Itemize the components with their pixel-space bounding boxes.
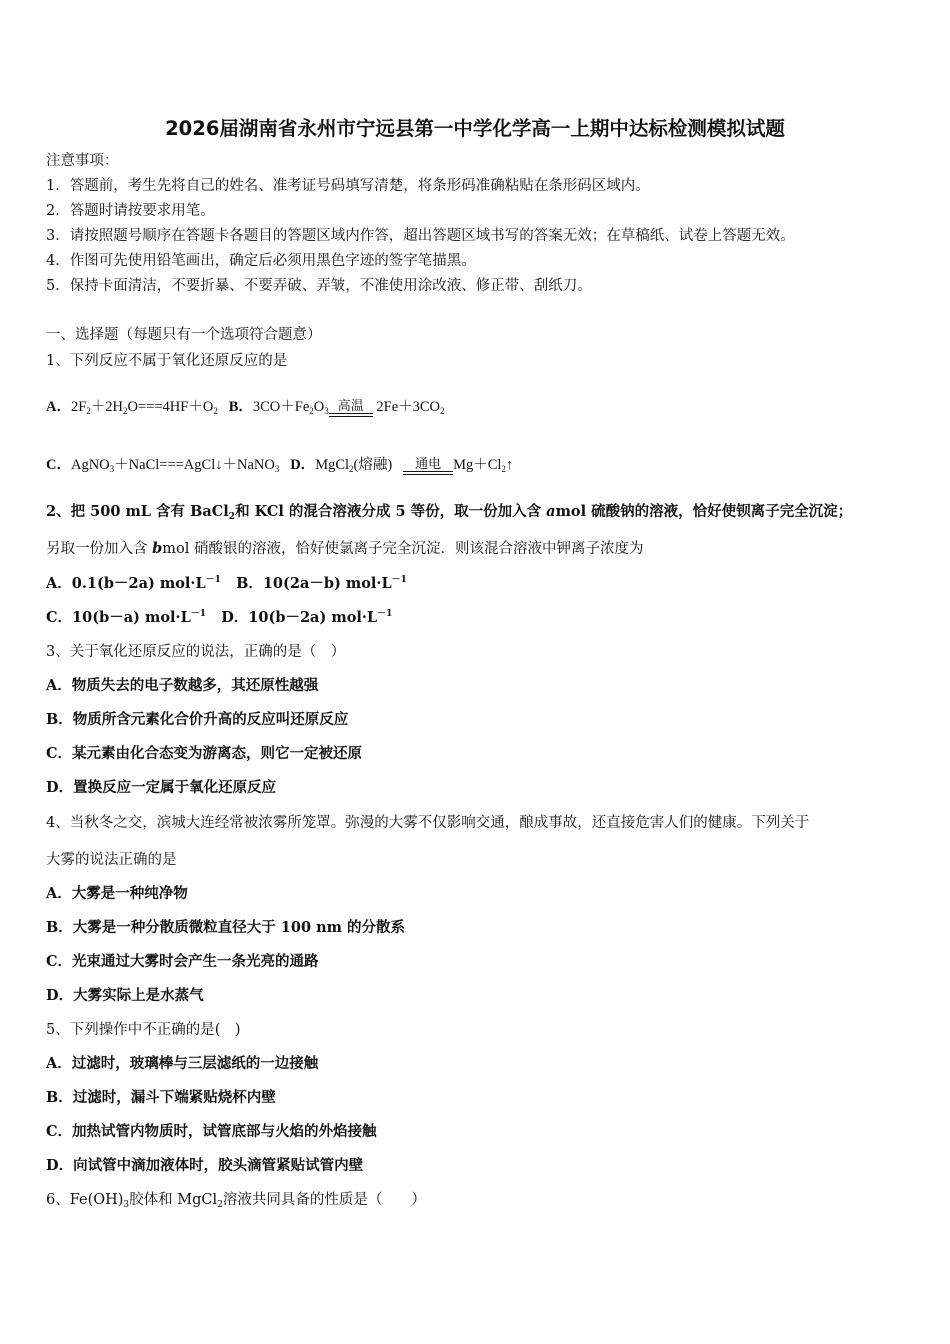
question-4-stem-line1: 4、当秋冬之交，滨城大连经常被浓雾所笼罩。弥漫的大雾不仅影响交通，酿成事故，还直接危害人们的健康。下列关于: [46, 815, 810, 831]
equation-part: ↑: [505, 457, 514, 473]
equation-part: O===4HF＋O: [127, 399, 214, 415]
condition-label: 通电: [415, 456, 442, 471]
text-part: 2、把 500 mL 含有 BaCl: [46, 503, 229, 520]
text-part: 溶液共同具备的性质是（ ）: [222, 1192, 426, 1208]
subscript: 2: [213, 406, 218, 416]
option-label: C．: [46, 457, 71, 473]
equation-part: 3CO＋Fe: [252, 399, 310, 415]
superscript: －1: [205, 575, 221, 585]
subscript: 3: [324, 406, 329, 416]
question-1-options-cd: [46, 455, 513, 475]
text-part: mol 硝酸银的溶液，恰好使氯离子完全沉淀．则该混合溶液中钾离子浓度为: [162, 541, 644, 557]
question-3-option-d: D．置换反应一定属于氧化还原反应: [46, 779, 277, 796]
subscript: 3: [109, 464, 115, 474]
question-5-option-d: D．向试管中滴加液体时，胶头滴管紧贴试管内壁: [46, 1157, 364, 1174]
note-item: 2．答题时请按要求用笔。: [46, 203, 215, 219]
subscript: 2: [123, 406, 128, 416]
question-4-stem-line2: 大雾的说法正确的是: [46, 852, 177, 868]
variable: b: [152, 540, 163, 557]
question-2-options-cd: [46, 608, 392, 628]
equation-part: Mg＋Cl: [453, 457, 502, 473]
text-part: 和 KCl 的混合溶液分成 5 等份，取一份加入含: [235, 503, 547, 520]
section-heading: 一、选择题（每题只有一个选项符合题意）: [46, 327, 322, 343]
reaction-condition-arrow: [403, 457, 453, 475]
variable: a: [546, 503, 556, 520]
option-d: D．10(b－2a) mol·L: [221, 609, 378, 626]
question-5-option-a: A．过滤时，玻璃棒与三层滤纸的一边接触: [46, 1055, 319, 1072]
question-3-option-a: A．物质失去的电子数越多，其还原性越强: [46, 677, 319, 694]
equation-part: ＋NaCl===AgCl↓＋NaNO: [114, 457, 275, 473]
question-5-option-b: B．过滤时，漏斗下端紧贴烧杯内壁: [46, 1089, 276, 1106]
text-part: 另取一份加入含: [46, 541, 153, 557]
subscript: 3: [123, 1200, 130, 1210]
subscript: 2: [309, 406, 314, 416]
subscript: 3: [274, 464, 280, 474]
subscript: 2: [501, 464, 506, 474]
superscript: －1: [377, 609, 393, 619]
question-1-stem: 1、下列反应不属于氧化还原反应的是: [46, 353, 288, 369]
note-item: 4．作图可先使用铅笔画出，确定后必须用黑色字迹的签字笔描黑。: [46, 253, 476, 269]
option-c: C．10(b－a) mol·L: [46, 609, 191, 626]
notes-heading: 注意事项：: [46, 153, 119, 169]
note-item: 3．请按照题号顺序在答题卡各题目的答题区域内作答，超出答题区域书写的答案无效；在草稿纸、试卷上答题无效。: [46, 228, 795, 244]
question-6-stem: [46, 1190, 426, 1210]
question-4-option-d: D．大雾实际上是水蒸气: [46, 987, 204, 1004]
question-2-stem-line1: [46, 502, 852, 522]
text-part: 6、Fe(OH): [46, 1192, 124, 1208]
question-1-options-ab: [46, 397, 445, 417]
subscript: 2: [349, 464, 354, 474]
question-3-stem: 3、关于氧化还原反应的说法，正确的是（ ）: [46, 644, 346, 660]
subscript: 2: [86, 406, 91, 416]
subscript: 2: [440, 406, 445, 416]
note-item: 5．保持卡面清洁，不要折暴、不要弄破、弄皱，不准使用涂改液、修正带、刮纸刀。: [46, 278, 592, 294]
question-3-option-c: C．某元素由化合态变为游离态，则它一定被还原: [46, 745, 363, 762]
question-4-option-a: A．大雾是一种纯净物: [46, 885, 188, 902]
option-label: A．: [46, 399, 71, 415]
question-2-stem-line2: [46, 539, 643, 559]
question-5-option-c: C．加热试管内物质时，试管底部与火焰的外焰接触: [46, 1123, 377, 1140]
superscript: －1: [190, 609, 207, 619]
equation-part: 2F: [70, 399, 87, 415]
question-5-stem: 5、下列操作中不正确的是( ): [46, 1022, 241, 1038]
question-4-option-c: C．光束通过大雾时会产生一条光亮的通路: [46, 953, 319, 970]
equation-part: 2Fe＋3CO: [372, 399, 441, 415]
text-part: 胶体和 MgCl: [129, 1192, 218, 1208]
question-4-option-b: B．大雾是一种分散质微粒直径大于 100 nm 的分散系: [46, 919, 406, 936]
subscript: 2: [228, 512, 236, 522]
equation-part: MgCl: [315, 457, 350, 473]
option-b: B．10(2a－b) mol·L: [236, 575, 392, 592]
page-title: 2026届湖南省永州市宁远县第一中学化学高一上期中达标检测模拟试题: [165, 117, 785, 140]
subscript: 2: [217, 1200, 223, 1210]
reaction-condition-arrow: [329, 399, 373, 417]
question-3-option-b: B．物质所含元素化合价升高的反应叫还原反应: [46, 711, 349, 728]
superscript: －1: [391, 575, 407, 585]
option-label: B．: [228, 399, 253, 415]
option-a: A．0.1(b－2a) mol·L: [46, 575, 206, 592]
question-2-options-ab: [46, 574, 407, 594]
option-label: D．: [290, 457, 316, 473]
text-part: mol 硫酸钠的溶液，恰好使钡离子完全沉淀；: [555, 503, 853, 520]
equation-part: ＋2H: [90, 399, 124, 415]
equation-part: O: [313, 399, 325, 415]
note-item: 1．答题前，考生先将自己的姓名、准考证号码填写清楚，将条形码准确粘贴在条形码区域内。: [46, 178, 650, 194]
equation-part: AgNO: [70, 457, 110, 473]
condition-label: 高温: [337, 398, 364, 413]
equation-part: (熔融): [353, 457, 393, 473]
